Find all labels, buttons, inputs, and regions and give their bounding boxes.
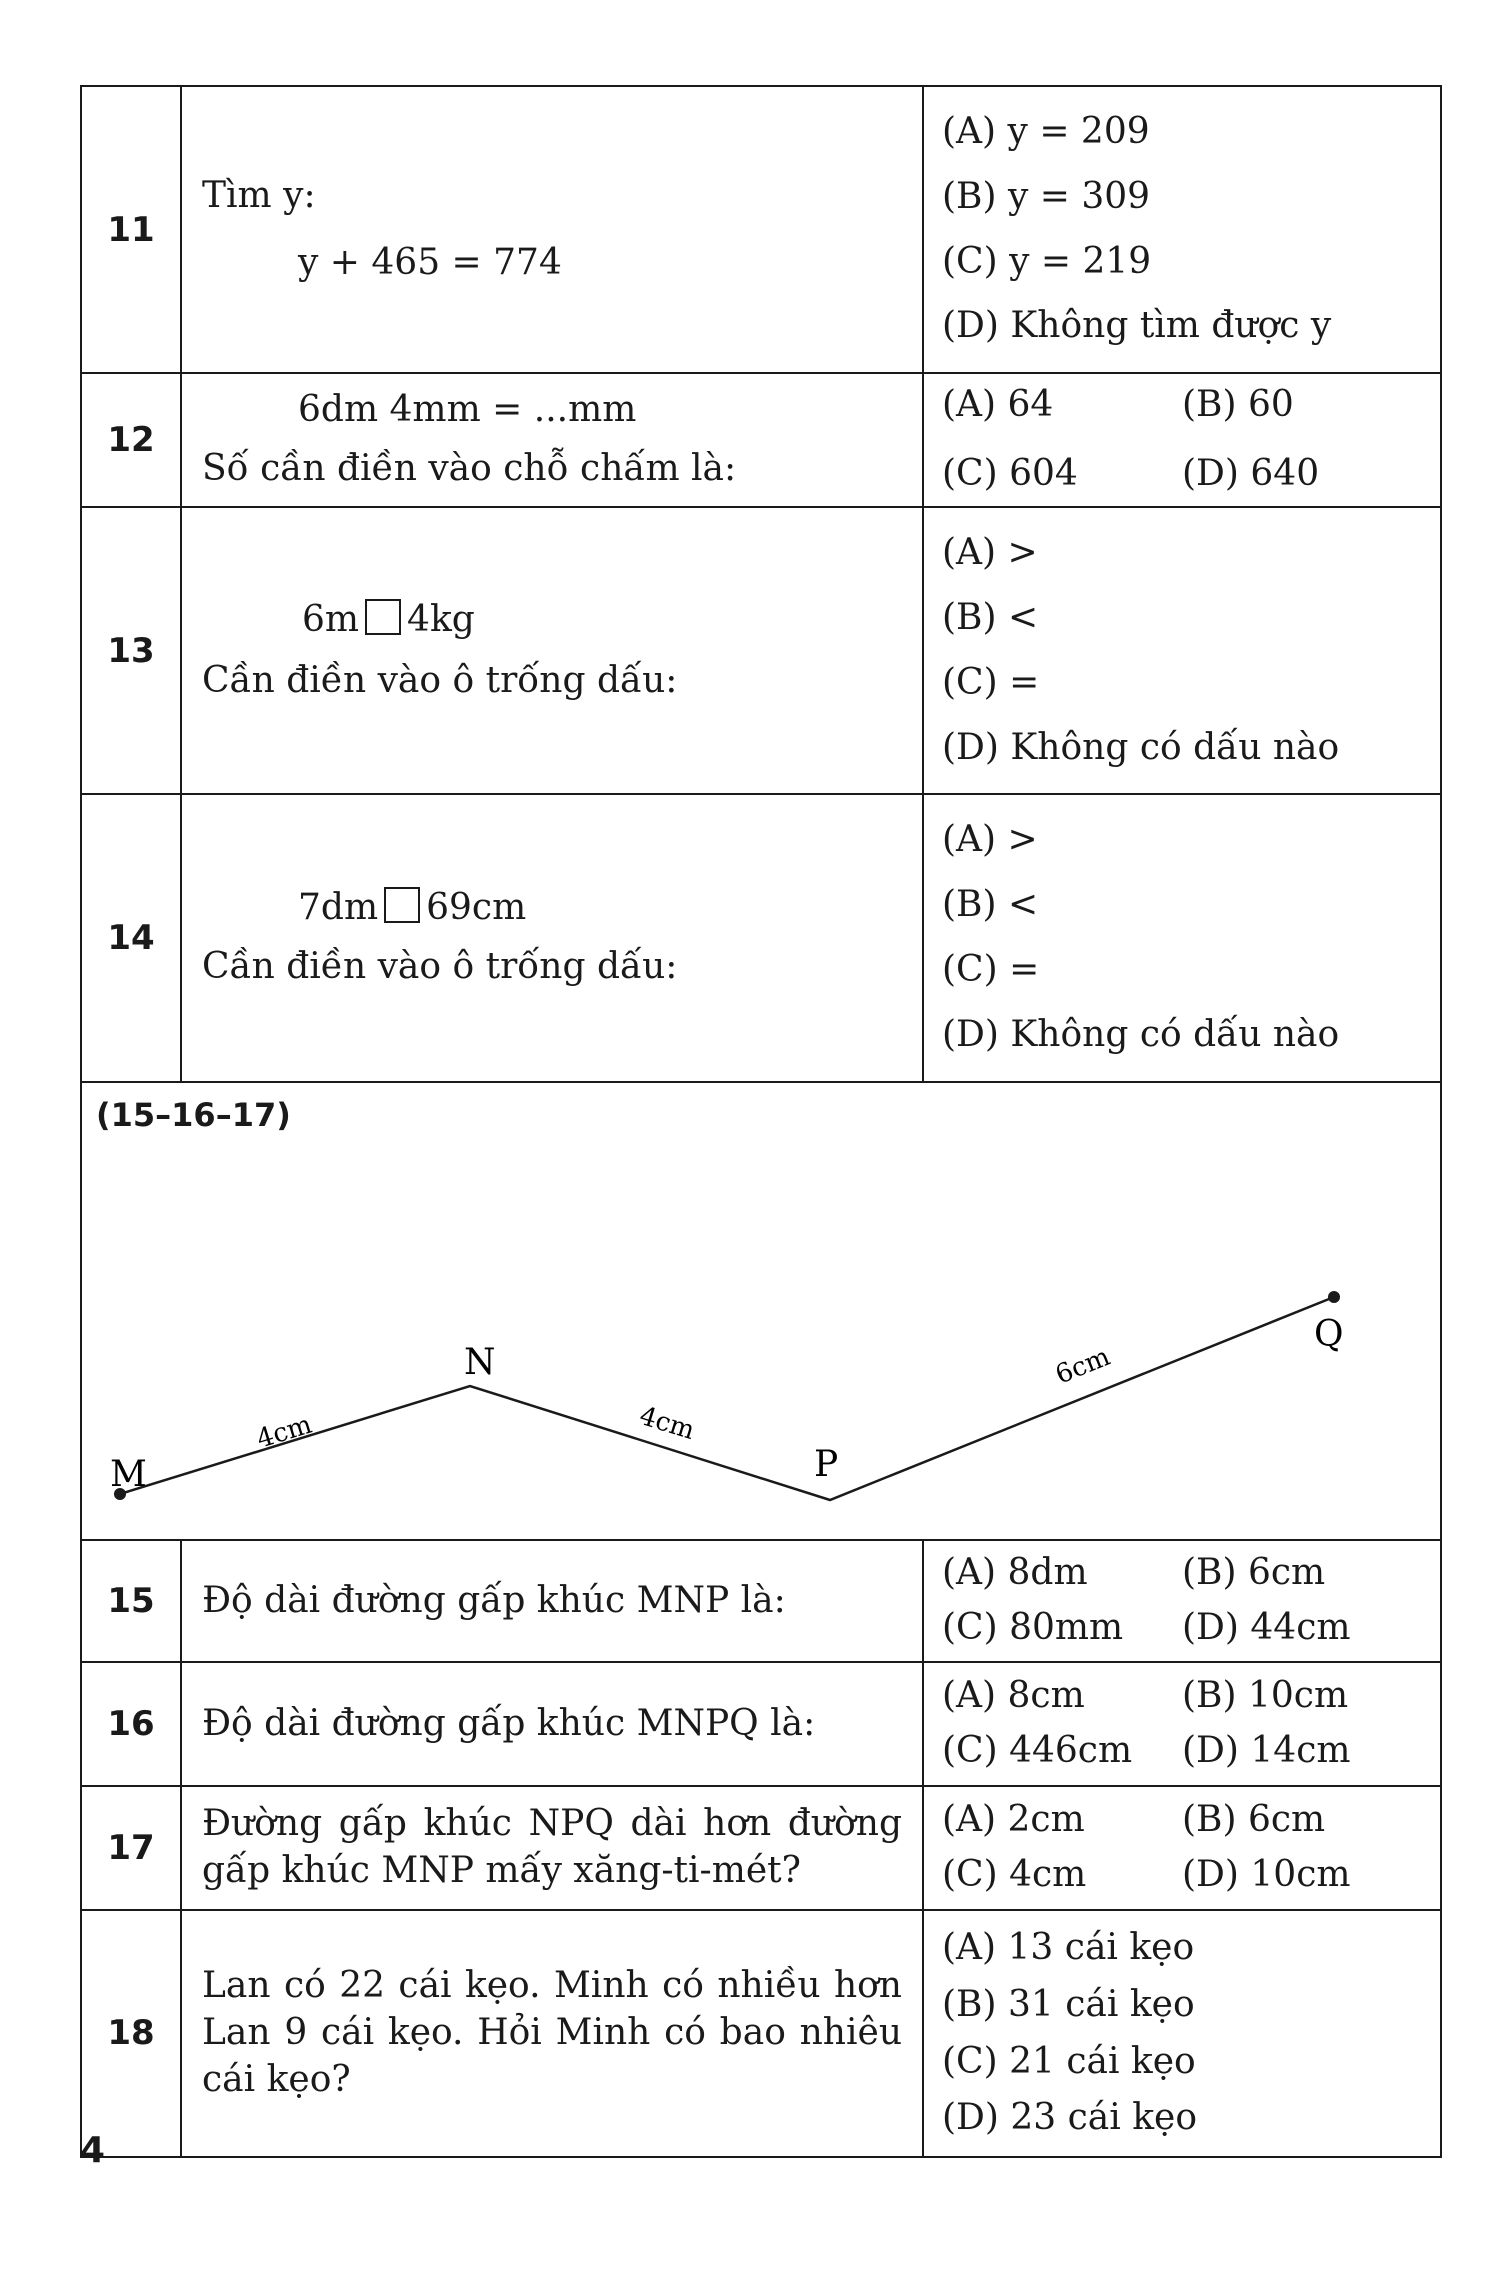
answer-option-a: (A) 2cm	[942, 1799, 1085, 1841]
answer-options	[923, 794, 1441, 1081]
question-number: 13	[81, 507, 181, 794]
segment-label-np: 4cm	[635, 1401, 699, 1447]
answer-option-b: (B) 10cm	[1182, 1675, 1349, 1717]
answer-option-d: (D) 640	[1182, 453, 1320, 495]
answer-option-c: (C) =	[942, 661, 1040, 703]
segment-label-mn: 4cm	[253, 1409, 316, 1455]
question-row-13	[81, 507, 1441, 794]
figure-heading: (15–16–17)	[96, 1095, 291, 1134]
label-q: Q	[1314, 1314, 1344, 1356]
answer-option-d: (D) 23 cái kẹo	[942, 2097, 1198, 2139]
answer-option-a: (A) >	[942, 532, 1038, 574]
page-number: 4	[80, 2130, 106, 2171]
label-p: P	[814, 1444, 839, 1486]
answer-option-a: (A) >	[942, 819, 1038, 861]
comparison-expression	[202, 885, 902, 932]
answer-option-d: (D) 14cm	[1182, 1729, 1351, 1771]
answer-option-a: (A) 64	[942, 384, 1054, 426]
polyline-figure	[81, 1082, 1441, 1540]
question-number: 14	[81, 794, 181, 1081]
answer-option-a: (A) 8cm	[942, 1675, 1085, 1717]
question-number: 12	[81, 373, 181, 507]
answer-option-c: (C) 4cm	[942, 1853, 1087, 1895]
question-text: Đường gấp khúc NPQ dài hơn đường gấp khúc MNP mấy xăng-ti-mét?	[181, 1786, 923, 1910]
equation: y + 465 = 774	[298, 241, 562, 283]
answer-option-b: (B) 6cm	[1182, 1552, 1326, 1594]
empty-box	[365, 599, 401, 635]
question-row-15	[81, 1540, 1441, 1662]
answer-option-b: (B) <	[942, 884, 1039, 926]
questions-table	[80, 85, 1442, 2158]
question-number: 16	[81, 1662, 181, 1786]
answer-option-a: (A) 13 cái kẹo	[942, 1926, 1195, 1968]
answer-options	[923, 1662, 1441, 1786]
answer-option-d: (D) Không có dấu nào	[942, 1013, 1340, 1055]
answer-option-b: (B) <	[942, 596, 1039, 638]
question-number: 15	[81, 1540, 181, 1662]
answer-option-c: (C) 446cm	[942, 1729, 1133, 1771]
answer-option-a: (A) 8dm	[942, 1552, 1088, 1594]
answer-options	[923, 86, 1441, 373]
figure-row	[81, 1082, 1441, 1540]
question-row-18	[81, 1910, 1441, 2157]
question-row-11	[81, 86, 1441, 373]
answer-options	[923, 1540, 1441, 1662]
question-row-17	[81, 1786, 1441, 1910]
question-line: Tìm y:	[202, 174, 316, 216]
worksheet	[80, 85, 1442, 2158]
segment-label-pq: 6cm	[1051, 1341, 1115, 1391]
answer-option-b: (B) 31 cái kẹo	[942, 1983, 1195, 2025]
answer-options	[923, 1910, 1441, 2157]
answer-option-c: (C) y = 219	[942, 240, 1152, 282]
label-m: M	[110, 1454, 147, 1496]
question-text	[181, 507, 923, 794]
polyline-mnpq	[120, 1297, 1334, 1500]
answer-option-b: (B) y = 309	[942, 175, 1151, 217]
right-value: 4kg	[407, 598, 475, 640]
answer-options	[923, 507, 1441, 794]
question-line: Cần điền vào ô trống dấu:	[202, 945, 678, 987]
question-text	[181, 373, 923, 507]
left-value: 6m	[302, 598, 360, 640]
answer-option-d: (D) 44cm	[1182, 1606, 1351, 1648]
question-line: Số cần điền vào chỗ chấm là:	[202, 448, 737, 490]
question-row-12	[81, 373, 1441, 507]
answer-option-c: (C) 604	[942, 453, 1078, 495]
answer-options	[923, 1786, 1441, 1910]
question-number: 11	[81, 86, 181, 373]
point-q-dot	[1328, 1291, 1340, 1303]
answer-option-d: (D) Không tìm được y	[942, 305, 1332, 347]
answer-option-d: (D) Không có dấu nào	[942, 726, 1340, 768]
question-number: 18	[81, 1910, 181, 2157]
question-text	[181, 794, 923, 1081]
right-value: 69cm	[426, 887, 527, 929]
label-n: N	[464, 1342, 496, 1384]
answer-option-c: (C) =	[942, 948, 1040, 990]
question-line: Cần điền vào ô trống dấu:	[202, 659, 678, 701]
question-row-14	[81, 794, 1441, 1081]
empty-box	[384, 887, 420, 923]
answer-option-c: (C) 21 cái kẹo	[942, 2040, 1196, 2082]
answer-options	[923, 373, 1441, 507]
question-text: Độ dài đường gấp khúc MNPQ là:	[181, 1662, 923, 1786]
answer-option-a: (A) y = 209	[942, 111, 1150, 152]
conversion-expression: 6dm 4mm = ...mm	[298, 389, 637, 431]
polyline-diagram	[82, 1136, 1440, 1526]
question-text: Độ dài đường gấp khúc MNP là:	[181, 1540, 923, 1662]
question-number: 17	[81, 1786, 181, 1910]
answer-option-c: (C) 80mm	[942, 1606, 1124, 1648]
question-text: Lan có 22 cái kẹo. Minh có nhiều hơn Lan 9 cái kẹo. Hỏi Minh có bao nhiêu cái kẹo?	[181, 1910, 923, 2157]
comparison-expression	[202, 597, 902, 644]
left-value: 7dm	[298, 887, 379, 929]
answer-option-d: (D) 10cm	[1182, 1853, 1351, 1895]
question-text	[181, 86, 923, 373]
answer-option-b: (B) 60	[1182, 384, 1294, 426]
question-row-16	[81, 1662, 1441, 1786]
answer-option-b: (B) 6cm	[1182, 1799, 1326, 1841]
